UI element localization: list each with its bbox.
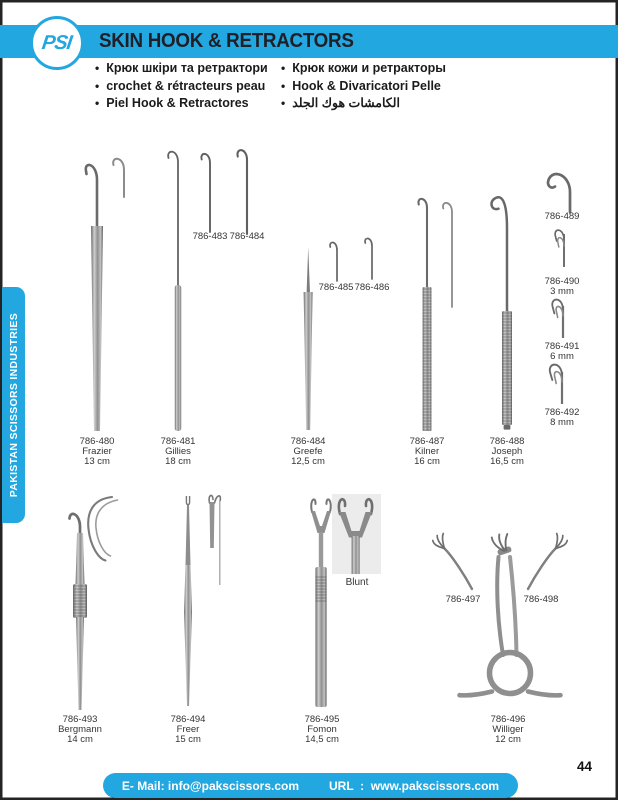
product-name: Fomon xyxy=(307,724,337,735)
product-code: 786-494 xyxy=(170,714,206,725)
product-code: 786-495 xyxy=(304,714,340,725)
product-caption-bergmann xyxy=(42,715,118,745)
product-name: Greefe xyxy=(293,446,323,457)
rake-497-image xyxy=(433,534,472,590)
product-name: Freer xyxy=(176,724,200,735)
hook-486-image xyxy=(365,238,372,279)
product-size: 12 cm xyxy=(495,734,521,745)
label-786-486: 786-486 xyxy=(354,282,390,293)
product-size: 16,5 cm xyxy=(490,456,524,467)
sidebar-brand-tab xyxy=(2,287,25,523)
product-code: 786-489 xyxy=(544,211,580,222)
product-code: 786-492 xyxy=(544,407,580,418)
product-size: 12,5 cm xyxy=(291,456,325,467)
right-item-caption xyxy=(534,408,590,428)
psi-logo xyxy=(30,16,84,70)
bullet-text: Крюк шкіри та ретрактори xyxy=(106,61,268,75)
product-code: 786-488 xyxy=(489,436,525,447)
instrument-joseph-image xyxy=(491,197,512,429)
bullet-icon: • xyxy=(95,61,100,75)
product-caption-fomon xyxy=(284,715,360,745)
product-size: 14 cm xyxy=(67,734,93,745)
product-size: 16 cm xyxy=(414,456,440,467)
product-code: 786-480 xyxy=(79,436,115,447)
page-title: SKIN HOOK & RETRACTORS xyxy=(99,30,354,52)
product-size: 14,5 cm xyxy=(305,734,339,745)
instrument-bergmann-image xyxy=(70,497,118,710)
hook-490-image xyxy=(555,230,564,267)
bullet-text: Крюк кожи и ретракторы xyxy=(292,61,446,75)
bullet-item xyxy=(281,97,446,110)
label-blunt: Blunt xyxy=(345,577,369,588)
product-name: Kilner xyxy=(414,446,440,457)
rake-498-image xyxy=(528,534,567,590)
instrument-fomon-image xyxy=(311,499,331,707)
bullet-list-right xyxy=(281,62,446,115)
bullet-item xyxy=(95,80,268,93)
instrument-frazier-image xyxy=(86,159,124,431)
bullet-item xyxy=(95,62,268,75)
product-name: Frazier xyxy=(82,446,112,457)
instrument-freer-image xyxy=(184,495,220,706)
product-name: Williger xyxy=(492,724,524,735)
product-size: 6 mm xyxy=(550,351,574,362)
right-item-caption xyxy=(534,342,590,362)
hook-485-image xyxy=(330,242,337,281)
product-caption-kilner xyxy=(389,437,465,467)
label-786-484: 786-484 xyxy=(229,231,265,242)
product-name: Gillies xyxy=(165,446,191,457)
psi-logo-text: PSI xyxy=(40,31,74,54)
instrument-greefe-image xyxy=(304,247,313,430)
label-786-483: 786-483 xyxy=(192,231,228,242)
bullet-item xyxy=(95,97,268,110)
footer-url: URL : www.pakscissors.com xyxy=(329,778,500,793)
bullet-icon: • xyxy=(281,61,286,75)
hook-483-image xyxy=(201,154,210,232)
bullet-icon: • xyxy=(281,96,286,110)
bullet-text: Hook & Divaricatori Pelle xyxy=(292,78,441,93)
hook-492-image xyxy=(550,365,562,404)
product-code: 786-496 xyxy=(490,714,526,725)
instrument-gillies-image xyxy=(168,152,181,431)
product-code: 786-487 xyxy=(409,436,445,447)
product-size: 8 mm xyxy=(550,417,574,428)
product-caption-freer xyxy=(150,715,226,745)
product-size: 3 mm xyxy=(550,286,574,297)
product-code: 786-490 xyxy=(544,276,580,287)
bullet-text: Piel Hook & Retractores xyxy=(106,96,249,110)
blunt-inset-image xyxy=(332,494,381,574)
product-code: 786-481 xyxy=(160,436,196,447)
right-item-caption xyxy=(534,277,590,297)
bullet-icon: • xyxy=(95,96,100,110)
instrument-williger-image xyxy=(460,534,561,695)
bullet-item xyxy=(281,62,446,75)
product-size: 13 cm xyxy=(84,456,110,467)
product-size: 15 cm xyxy=(175,734,201,745)
product-caption-gillies xyxy=(140,437,216,467)
product-code: 786-493 xyxy=(62,714,98,725)
product-name: Bergmann xyxy=(58,724,102,735)
sidebar-brand-label: PAKISTAN SCISSORS INDUSTRIES xyxy=(7,312,20,498)
hook-491-image xyxy=(552,300,563,338)
product-caption-joseph xyxy=(469,437,545,467)
product-code: 786-484 xyxy=(290,436,326,447)
label-786-498: 786-498 xyxy=(523,594,559,605)
bullet-list-left xyxy=(95,62,268,115)
label-786-497: 786-497 xyxy=(445,594,481,605)
hook-489-image xyxy=(548,174,570,212)
right-item-caption xyxy=(534,212,590,222)
product-caption-frazier xyxy=(59,437,135,467)
bullet-item xyxy=(281,80,446,93)
product-code: 786-491 xyxy=(544,341,580,352)
bullet-icon: • xyxy=(281,78,286,93)
page-number: 44 xyxy=(576,759,592,774)
product-caption-greefe xyxy=(270,437,346,467)
product-caption-williger xyxy=(470,715,546,745)
bullet-text: الكامشات هوك الجلد xyxy=(292,96,400,110)
product-name: Joseph xyxy=(491,446,523,457)
bullet-icon: • xyxy=(95,78,100,93)
hook-484-image xyxy=(237,150,247,234)
footer-bar xyxy=(103,773,518,798)
bullet-text: crochet & rétracteurs peau xyxy=(106,78,266,93)
product-size: 18 cm xyxy=(165,456,191,467)
instrument-kilner-image xyxy=(418,199,452,431)
label-786-485: 786-485 xyxy=(318,282,354,293)
footer-email: E- Mail: info@pakscissors.com xyxy=(121,778,300,793)
